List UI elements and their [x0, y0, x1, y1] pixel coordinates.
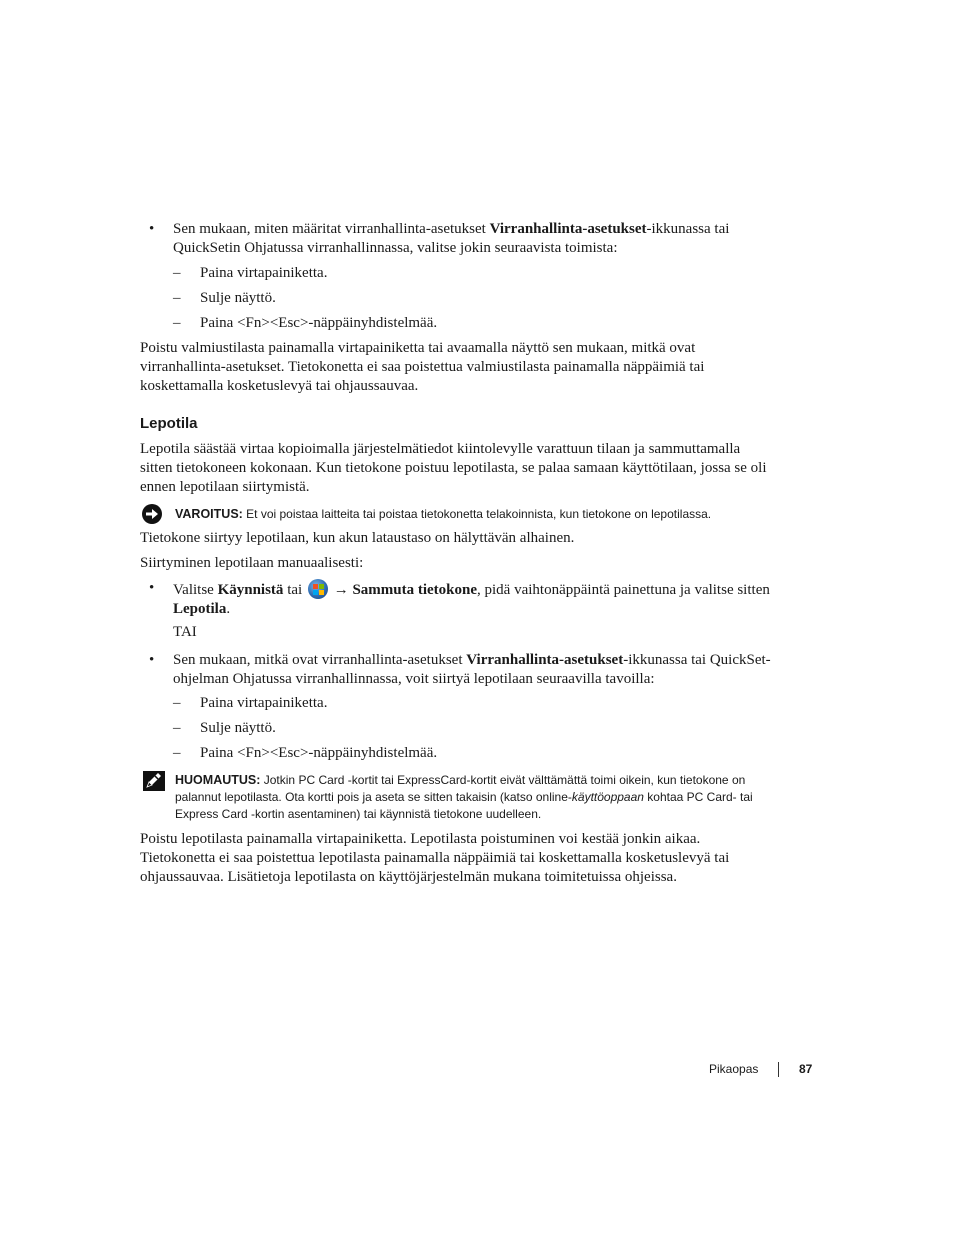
bullet-item-start-menu [173, 579, 813, 619]
bold-term: Käynnistä [217, 582, 284, 598]
or-separator: TAI [173, 624, 197, 640]
text-line: koskettamalla kosketuslevyä tai ohjaussauvaa. [140, 378, 419, 394]
text: . [226, 601, 231, 617]
text-line: Lepotila säästää virtaa kopioimalla järjestelmätiedot kiintolevylle varattuun tilaan ja sammuttamalla [140, 441, 741, 457]
text: Express Card -kortin asentaminen) tai käynnistä tietokone uudelleen. [175, 807, 542, 821]
paragraph-low-battery: Tietokone siirtyy lepotilaan, kun akun lataustaso on hälyttävän alhainen. [140, 530, 575, 546]
dash-marker: – [173, 720, 181, 736]
option-text: Sulje näyttö. [200, 290, 276, 306]
dash-item [173, 694, 773, 713]
text-line: sitten tietokoneen kokonaan. Kun tietokone poistuu lepotilasta, se palaa samaan käyttötilaan, jossa se oli [140, 460, 767, 476]
bullet-marker: • [149, 580, 155, 596]
note-notice [175, 772, 795, 823]
paragraph-manual: Siirtyminen lepotilaan manuaalisesti: [140, 555, 364, 571]
dash-marker: – [173, 315, 181, 331]
dash-item [173, 314, 773, 333]
text-line: Poistu valmiustilasta painamalla virtapainiketta tai avaamalla näyttö sen mukaan, mitkä ovat [140, 340, 696, 356]
note-label: HUOMAUTUS: [175, 773, 261, 787]
paragraph-standby-resume [140, 339, 820, 396]
text: tai [283, 582, 306, 598]
dash-marker: – [173, 745, 181, 761]
option-text: Sulje näyttö. [200, 720, 276, 736]
text: QuickSetin Ohjatussa virranhallinnassa, valitse jokin seuraavista toimista: [173, 240, 618, 256]
bullet-item-hibernate-settings [173, 651, 813, 689]
text-line: ennen lepotilaan siirtymistä. [140, 479, 310, 495]
text: Jotkin PC Card -kortit tai ExpressCard-kortit eivät välttämättä toimi oikein, kun tietokone on [260, 773, 746, 787]
text-line: ohjaussauvaa. Lisätietoja lepotilasta on käyttöjärjestelmän mukana toimitetuissa ohjeissa. [140, 869, 677, 885]
note-pencil-icon [142, 770, 166, 792]
arrow: → [329, 582, 353, 598]
footer-section-title: Pikaopas [709, 1062, 759, 1076]
text: Sen mukaan, miten määritat virranhallinta-asetukset [173, 221, 490, 237]
option-text: Paina virtapainiketta. [200, 695, 328, 711]
bullet-marker: • [149, 221, 155, 237]
caution-notice [175, 506, 795, 523]
paragraph-hibernate-description [140, 440, 820, 497]
dash-item [173, 264, 773, 283]
text: , pidä vaihtonäppäintä painettuna ja valitse sitten [477, 582, 770, 598]
bold-term: Virranhallinta-asetukset [489, 221, 647, 237]
bullet-marker: • [149, 652, 155, 668]
option-text: Paina <Fn><Esc>-näppäinyhdistelmää. [200, 745, 438, 761]
paragraph-hibernate-exit [140, 830, 820, 887]
windows-start-icon [308, 579, 328, 599]
text: palannut lepotilasta. Ota kortti pois ja aseta se sitten takaisin (katso online- [175, 790, 572, 804]
text: kohtaa PC Card- tai [643, 790, 753, 804]
bullet-item-standby-settings [173, 220, 813, 258]
text: Valitse [173, 582, 218, 598]
dash-marker: – [173, 695, 181, 711]
italic-term: käyttöoppaan [571, 790, 644, 804]
bold-term: Virranhallinta-asetukset [466, 652, 624, 668]
dash-item [173, 289, 773, 308]
text-line: virranhallinta-asetukset. Tietokonetta ei saa poistettua valmiustilasta painamalla näppäimiä tai [140, 359, 705, 375]
section-heading: Lepotila [140, 415, 198, 432]
text: -ikkunassa tai [646, 221, 730, 237]
bold-term: Lepotila [173, 601, 227, 617]
caution-icon [140, 503, 164, 525]
option-text: Paina virtapainiketta. [200, 265, 328, 281]
text: ohjelman Ohjatussa virranhallinnassa, voit siirtyä lepotilaan seuraavilla tavoilla: [173, 671, 655, 687]
bold-term: Sammuta tietokone [352, 582, 478, 598]
dash-marker: – [173, 265, 181, 281]
page-number: 87 [799, 1062, 813, 1076]
dash-marker: – [173, 290, 181, 306]
caution-text: Et voi poistaa laitteita tai poistaa tietokonetta telakoinnista, kun tietokone on lepotilassa. [242, 507, 712, 521]
option-text: Paina <Fn><Esc>-näppäinyhdistelmää. [200, 315, 438, 331]
text-line: Tietokonetta ei saa poistettua lepotilasta painamalla näppäimiä tai koskettamalla kosketuslevyä tai [140, 850, 730, 866]
text: Sen mukaan, mitkä ovat virranhallinta-asetukset [173, 652, 467, 668]
caution-label: VAROITUS: [175, 507, 243, 521]
dash-item [173, 719, 773, 738]
dash-item [173, 744, 773, 763]
text: -ikkunassa tai QuickSet- [623, 652, 771, 668]
text-line: Poistu lepotilasta painamalla virtapainiketta. Lepotilasta poistuminen voi kestää jonkin aikaa. [140, 831, 701, 847]
footer-divider [778, 1062, 779, 1077]
